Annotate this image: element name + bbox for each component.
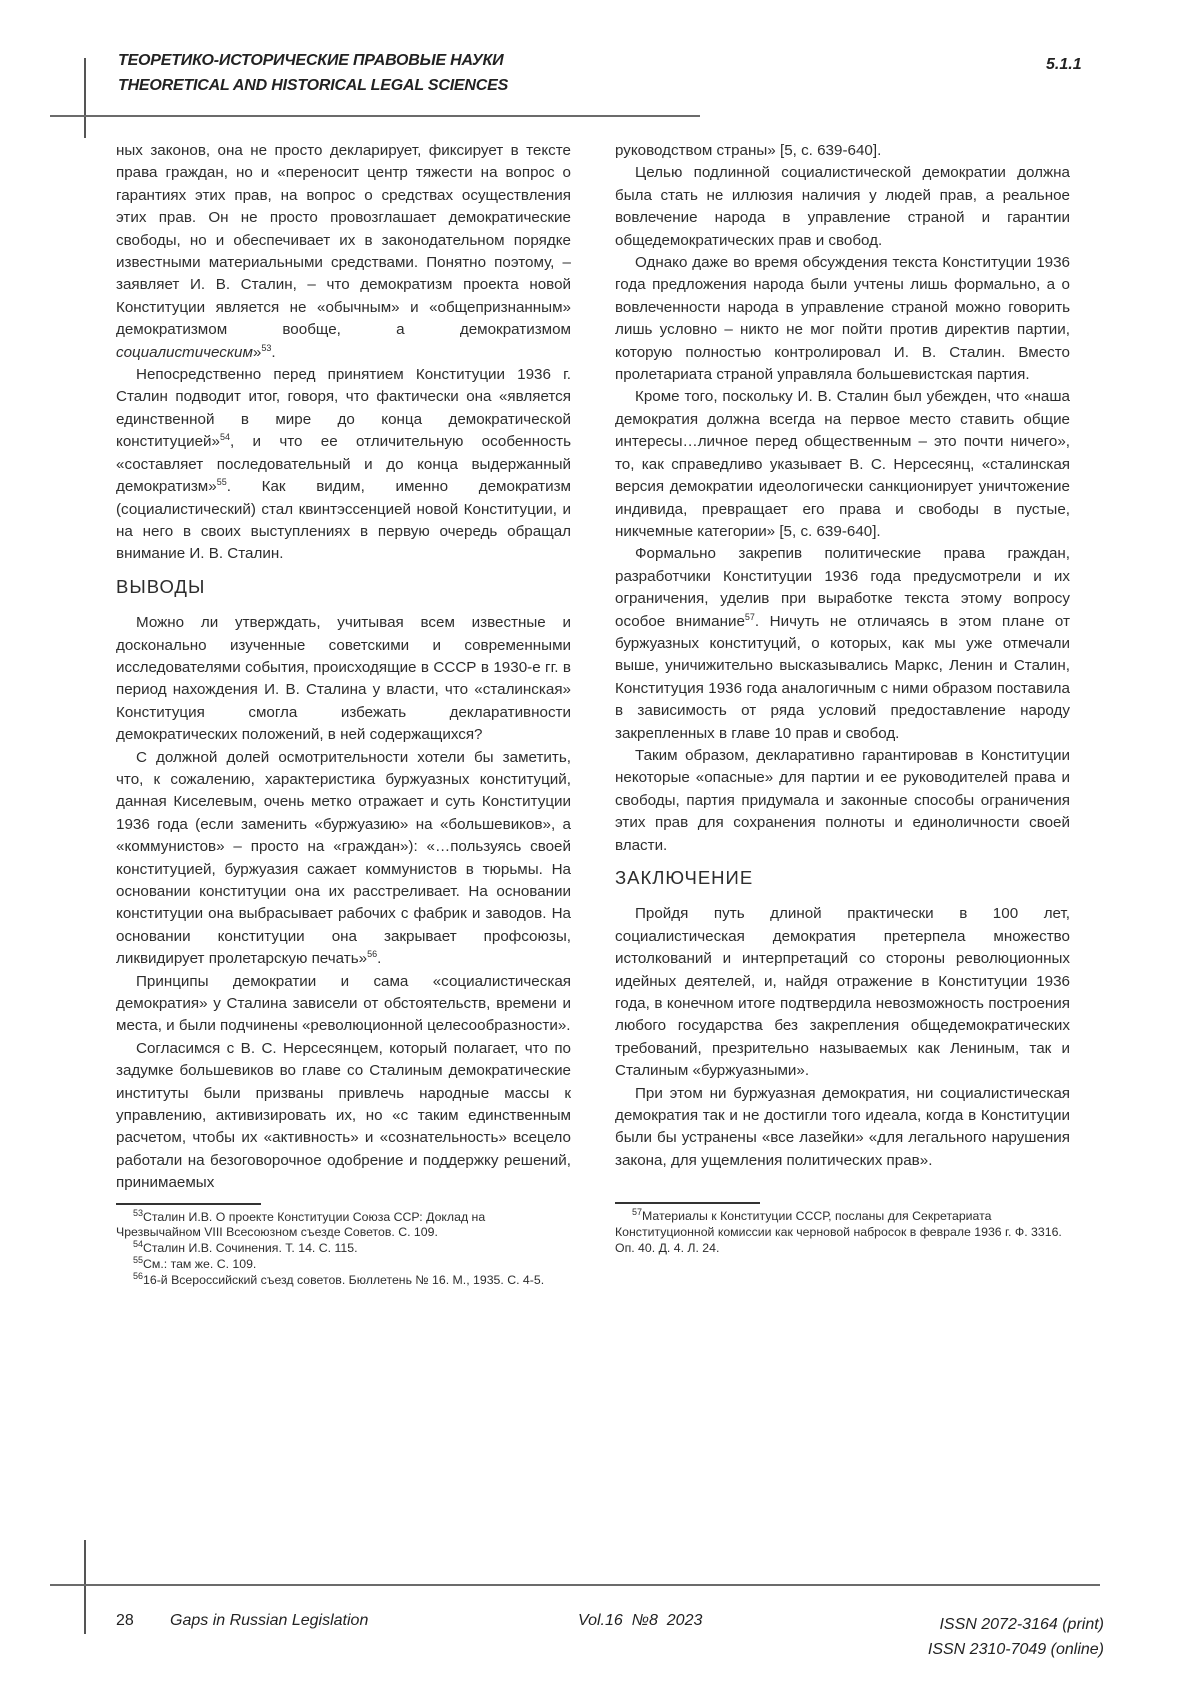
volume-issue: Vol.16 №8 2023 [578,1612,703,1629]
issn-block [928,1612,1104,1662]
footer-vertical-rule [84,1540,86,1634]
footnote-separator [615,1202,760,1204]
footnote: $^{53}$Сталин И.В. О проекте Конституции Союза ССР: Доклад на Чрезвычайном VIII Всесоюзном съезде Советов. С. 109. [116,1207,486,1240]
header-vertical-rule [84,58,86,138]
paragraph: Принципы демократии и сама «социалистическая демократия» у Сталина зависели от обстоятельств, времени и места, и были подчинены «революционной целесообразности». [116,972,571,1035]
paragraph: руководством страны» [5, с. 639-640]. [615,142,882,159]
journal-name: Gaps in Russian Legislation [170,1612,369,1629]
footer-horizontal-rule [50,1584,1100,1586]
footnote-ref[interactable]: 53 [261,342,272,353]
paragraph: Однако даже во время обсуждения текста Конституции 1936 года предложения народа были учтены лишь формально, а о вовлеченности народа в управление страной можно говорить лишь условно – никто не мог пойти против директив партии, которую полностью контролировал И. В. Сталин. Вместо пролетариата страной управляла большевистская партия. [615,254,1070,384]
section-title-ru: ТЕОРЕТИКО-ИСТОРИЧЕСКИЕ ПРАВОВЫЕ НАУКИ [118,52,504,69]
page-number: 28 [116,1612,134,1629]
paragraph: Согласимся с В. С. Нерсесянцем, который полагает, что по задумке большевиков во главе со Сталиным демократические институты были призваны привлечь народные массы к управлению, активизировать их, но «с таким единственным расчетом, чтобы их «активность» и «сознательность» всецело работали на безоговорочное одобрение и поддержку решений, принимаемых [116,1039,571,1192]
footnotes-right [615,1209,1070,1256]
issn-print: ISSN 2072-3164 (print) [939,1616,1104,1633]
footnote: $^{57}$Материалы к Конституции СССР, посланы для Секретариата Конституционной комиссии как черновой набросок в феврале 1936 г. Ф. 3316. Оп. 40. Д. 4. Л. 24. [615,1207,1062,1255]
paragraph: С должной долей осмотрительности хотели бы заметить, что, к сожалению, характеристика буржуазных конституций, данная Киселевым, очень метко отражает и суть Конституции 1936 года (если заменить «буржуазию» на «большевиков», а «коммунистов» – просто на «граждан»): «…пользуясь своей конституцией, буржуазия сажает коммунистов в тюрьмы. На основании конституции она их расстреливает. На основании конституции она выбрасывает рабочих с фабрик и заводов. На основании конституции она закрывает профсоюзы, ликвидирует пролетарскую печать»$^{56}$. [116,748,571,968]
footnote-separator [116,1203,261,1205]
footnote: $^{55}$См.: там же. С. 109. [133,1254,257,1272]
running-header [118,48,508,98]
footnote-ref[interactable]: 54 [219,432,230,443]
footnote: $^{56}$16-й Всероссийский съезд советов. Бюллетень № 16. М., 1935. С. 4-5. [133,1270,545,1287]
header-horizontal-rule [50,115,700,117]
paragraph: ных законов, она не просто декларирует, фиксирует в тексте права граждан, но и «переносит центр тяжести на вопрос о гарантиях этих прав, на вопрос о средствах осуществления этих прав. Он не просто провозглашает демократические свободы, но и обеспечивает их в законодательном порядке известными материальными средствами. Понятно поэтому, – заявляет И. В. Сталин, – что демократизм проекта новой Конституции является не «обычным» и «общепризнанным» демократизмом вообще, а демократизмом социалистическим»$^{53}$. [116,142,571,361]
section-title-en: THEORETICAL AND HISTORICAL LEGAL SCIENCES [118,77,509,94]
specialty-code: 5.1.1 [1046,56,1082,73]
paragraph: Целью подлинной социалистической демократии должна была стать не иллюзия наличия у людей прав, а реальное вовлечение народа в управление страной и гарантии общедемократических прав и свобод. [615,164,1070,249]
paragraph: При этом ни буржуазная демократия, ни социалистическая демократия так и не достигли того идеала, когда в Конституции были бы устранены «все лазейки» «для легального нарушения закона, для ущемления политических прав». [615,1084,1070,1169]
paragraph: Непосредственно перед принятием Конституции 1936 г. Сталин подводит итог, говоря, что фактически она «является единственной в мире до конца демократической конституцией»$^{54}$, и что ее отличительную особенность «составляет последовательный и до конца выдержанный демократизм»$^{55}$. Как видим, именно демократизм (социалистический) стал квинтэссенцией новой Конституции, и на него в своих выступлениях в первую очередь обращал внимание И. В. Сталин. [116,366,571,563]
footnote-ref[interactable]: 55 [216,477,227,488]
left-column [116,140,571,1289]
paragraph: Можно ли утверждать, учитывая всем известные и досконально изученные советскими и современными исследователями события, происходящие в СССР в 1930-е гг. в период нахождения И. В. Сталина у власти, что «сталинская» Конституция смогла избежать декларативности демократических положений, в ней содержащихся? [116,614,571,744]
issn-online: ISSN 2310-7049 (online) [927,1641,1104,1658]
paragraph: Формально закрепив политические права граждан, разработчики Конституции 1936 года предусмотрели и их ограничения, уделив при выработке текста этому вопросу особое внимание$^{57}$. Ничуть не отличаясь в этом плане от буржуазных конституций, о которых, как мы уже отмечали выше, уничижительно высказывались Маркс, Ленин и Сталин, Конституция 1936 года аналогичным с ними образом поставила в зависимость от ряда условий предоставление народу закрепленных в главе 10 прав и свобод. [615,545,1070,742]
paragraph: Таким образом, декларативно гарантировав в Конституции некоторые «опасные» для партии и ее руководителей права и свободы, партия придумала и законные способы ограничения этих прав для сохранения полноты и единоличности своей власти. [615,746,1070,854]
footnote-ref[interactable]: 57 [744,611,755,622]
footnote: $^{54}$Сталин И.В. Сочинения. Т. 14. С. 115. [133,1239,358,1256]
section-heading-conclusion: ЗАКЛЮЧЕНИЕ [615,867,754,888]
paragraph: Кроме того, поскольку И. В. Сталин был убежден, что «наша демократия должна всегда на первое место ставить общие интересы…личное перед общественным – это почти ничего», то, как справедливо указывает В. С. Нерсесянц, «сталинская версия демократии идеологически санкционирует уничтожение индивида, превращает его права и свободы в пустые, никчемные категории» [5, с. 639-640]. [615,388,1070,540]
footnotes-left [116,1207,571,1289]
footnote-ref[interactable]: 56 [367,949,378,960]
paragraph: Пройдя путь длиной практически в 100 лет, социалистическая демократия претерпела множество истолкований и интерпретаций со стороны революционных идейных деятелей, и, найдя отражение в Конституции 1936 года, в конечном итоге подтвердила невозможность построения любого государства без закрепления общедемократических требований, презрительно называемых как Лениным, так и Сталиным «буржуазными». [615,905,1070,1080]
right-column [615,140,1070,1257]
section-heading-conclusions: ВЫВОДЫ [116,575,206,597]
